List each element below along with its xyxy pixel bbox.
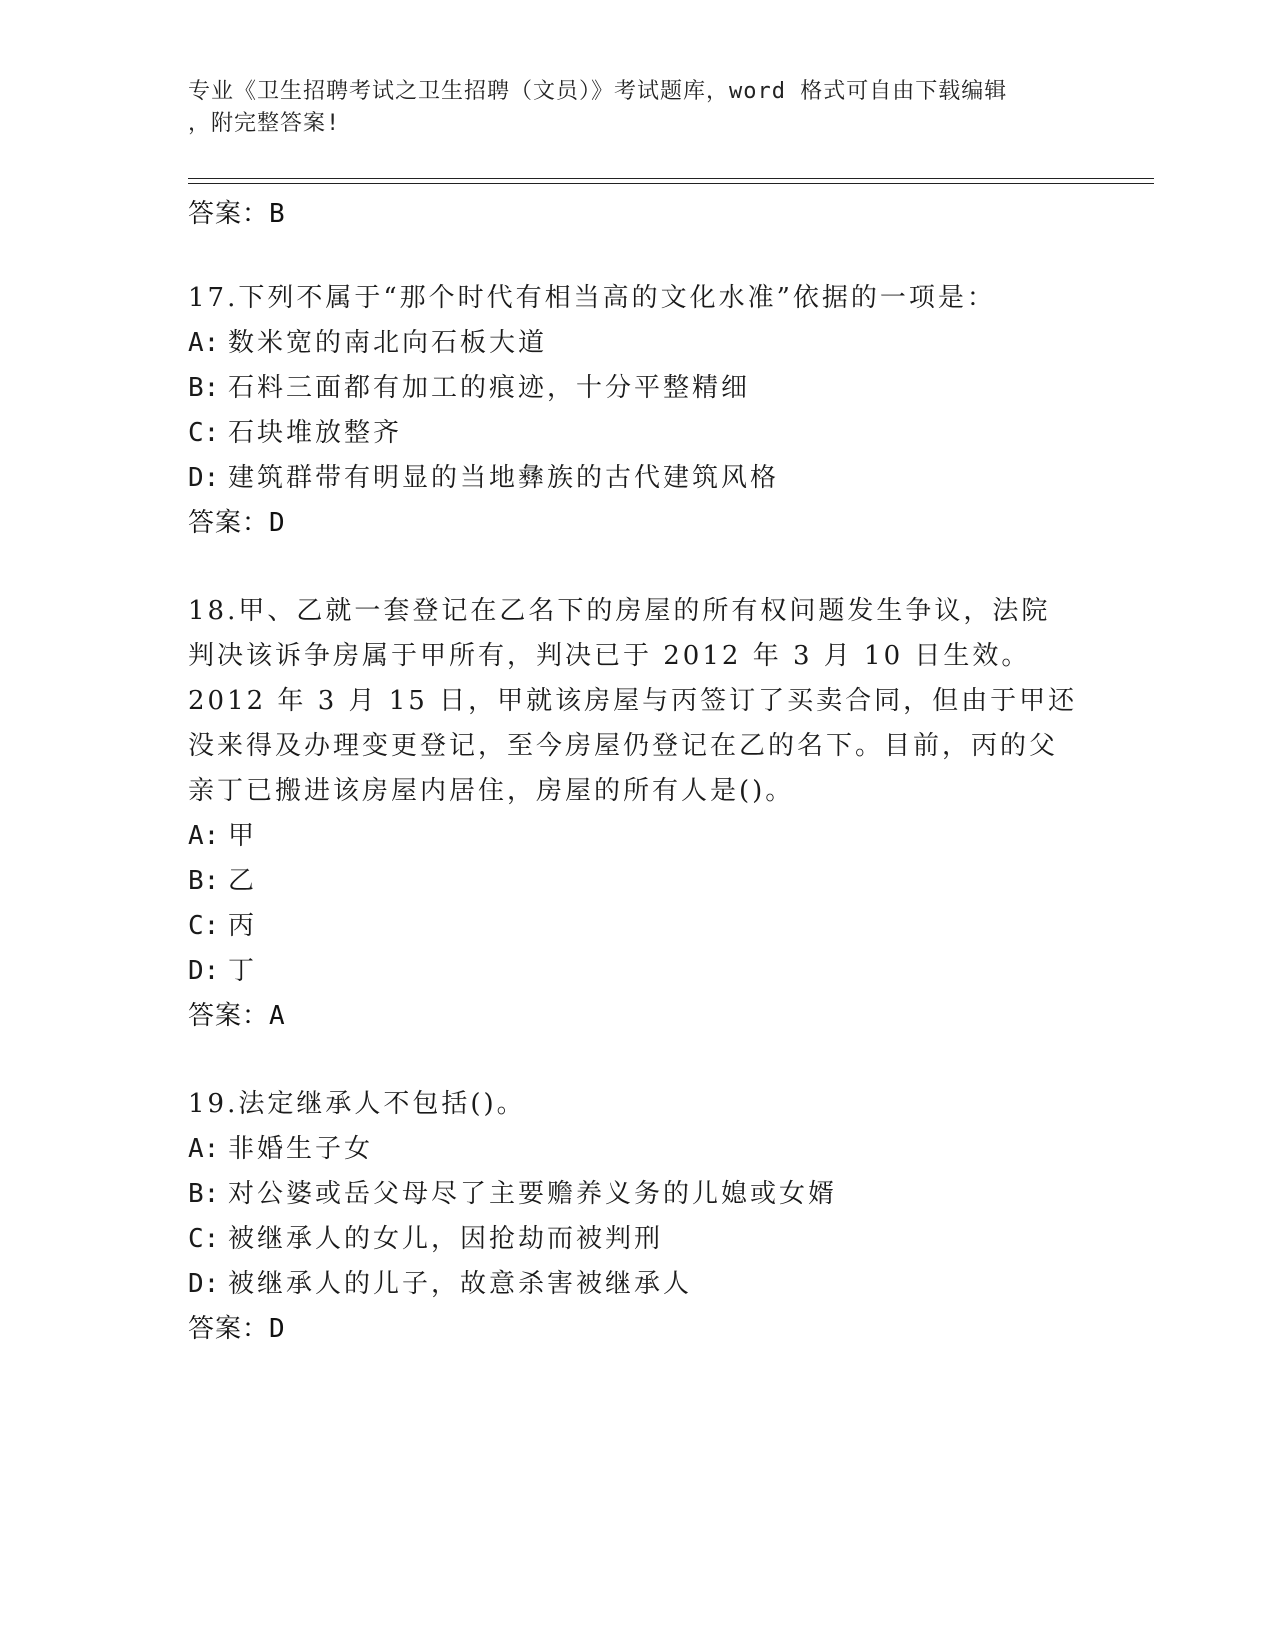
option-text: 丙 xyxy=(228,911,258,941)
question-answer: 答案：D xyxy=(188,1314,286,1344)
option-b xyxy=(188,859,1088,904)
option-c xyxy=(188,1217,1088,1262)
option-text: 乙 xyxy=(228,866,258,896)
question-stem: 18.甲、乙就一套登记在乙名下的房屋的所有权问题发生争议，法院判决该诉争房属于甲所有，判决已于 2012 年 3 月 10 日生效。2012 年 3 月 15 日，甲就该房屋与丙签订了买卖合同，但由于甲还没来得及办理变更登记，至今房屋仍登记在乙的名下。目前，丙的父亲丁已搬进该房屋内居住，房屋的所有人是()。 xyxy=(188,596,1078,806)
option-a xyxy=(188,321,1088,366)
question-answer: 答案：D xyxy=(188,508,286,538)
option-text: 甲 xyxy=(228,821,258,851)
question-answer: 答案：A xyxy=(188,1001,286,1031)
option-d xyxy=(188,456,1088,501)
question-stem: 19.法定继承人不包括()。 xyxy=(188,1089,526,1119)
option-key: B: xyxy=(188,373,220,403)
option-text: 数米宽的南北向石板大道 xyxy=(228,328,548,358)
option-text: 对公婆或岳父母尽了主要赡养义务的儿媳或女婿 xyxy=(228,1179,838,1209)
option-key: C: xyxy=(188,911,220,941)
header-line-2: ，附完整答案! xyxy=(188,111,341,136)
option-key: C: xyxy=(188,1224,220,1254)
option-key: C: xyxy=(188,418,220,448)
option-text: 非婚生子女 xyxy=(228,1134,374,1164)
option-text: 石料三面都有加工的痕迹，十分平整精细 xyxy=(228,373,751,403)
option-text: 被继承人的儿子，故意杀害被继承人 xyxy=(228,1269,693,1299)
option-b xyxy=(188,1172,1088,1217)
option-text: 丁 xyxy=(228,956,258,986)
option-b xyxy=(188,366,1088,411)
header-line-1: 专业《卫生招聘考试之卫生招聘（文员）》考试题库，word 格式可自由下载编辑 xyxy=(188,79,1008,104)
option-a xyxy=(188,1127,1088,1172)
question-17 xyxy=(188,276,1088,545)
option-key: A: xyxy=(188,821,220,851)
option-key: A: xyxy=(188,1134,220,1164)
question-list xyxy=(188,276,1088,1351)
option-key: B: xyxy=(188,866,220,896)
option-text: 被继承人的女儿，因抢劫而被判刑 xyxy=(228,1224,664,1254)
question-18 xyxy=(188,589,1088,1038)
previous-question-answer: 答案：B xyxy=(188,199,286,229)
option-d xyxy=(188,949,1088,994)
option-key: B: xyxy=(188,1179,220,1209)
document-header xyxy=(188,76,1068,140)
option-text: 建筑群带有明显的当地彝族的古代建筑风格 xyxy=(228,463,780,493)
option-key: D: xyxy=(188,463,220,493)
option-key: D: xyxy=(188,1269,220,1299)
question-19 xyxy=(188,1082,1088,1351)
question-stem: 17.下列不属于“那个时代有相当高的文化水准”依据的一项是： xyxy=(188,283,996,313)
option-d xyxy=(188,1262,1088,1307)
option-c xyxy=(188,411,1088,456)
option-key: A: xyxy=(188,328,220,358)
header-rule-top xyxy=(188,178,1154,179)
header-rule-bottom xyxy=(188,183,1154,184)
option-c xyxy=(188,904,1088,949)
option-a xyxy=(188,814,1088,859)
option-text: 石块堆放整齐 xyxy=(228,418,403,448)
option-key: D: xyxy=(188,956,220,986)
